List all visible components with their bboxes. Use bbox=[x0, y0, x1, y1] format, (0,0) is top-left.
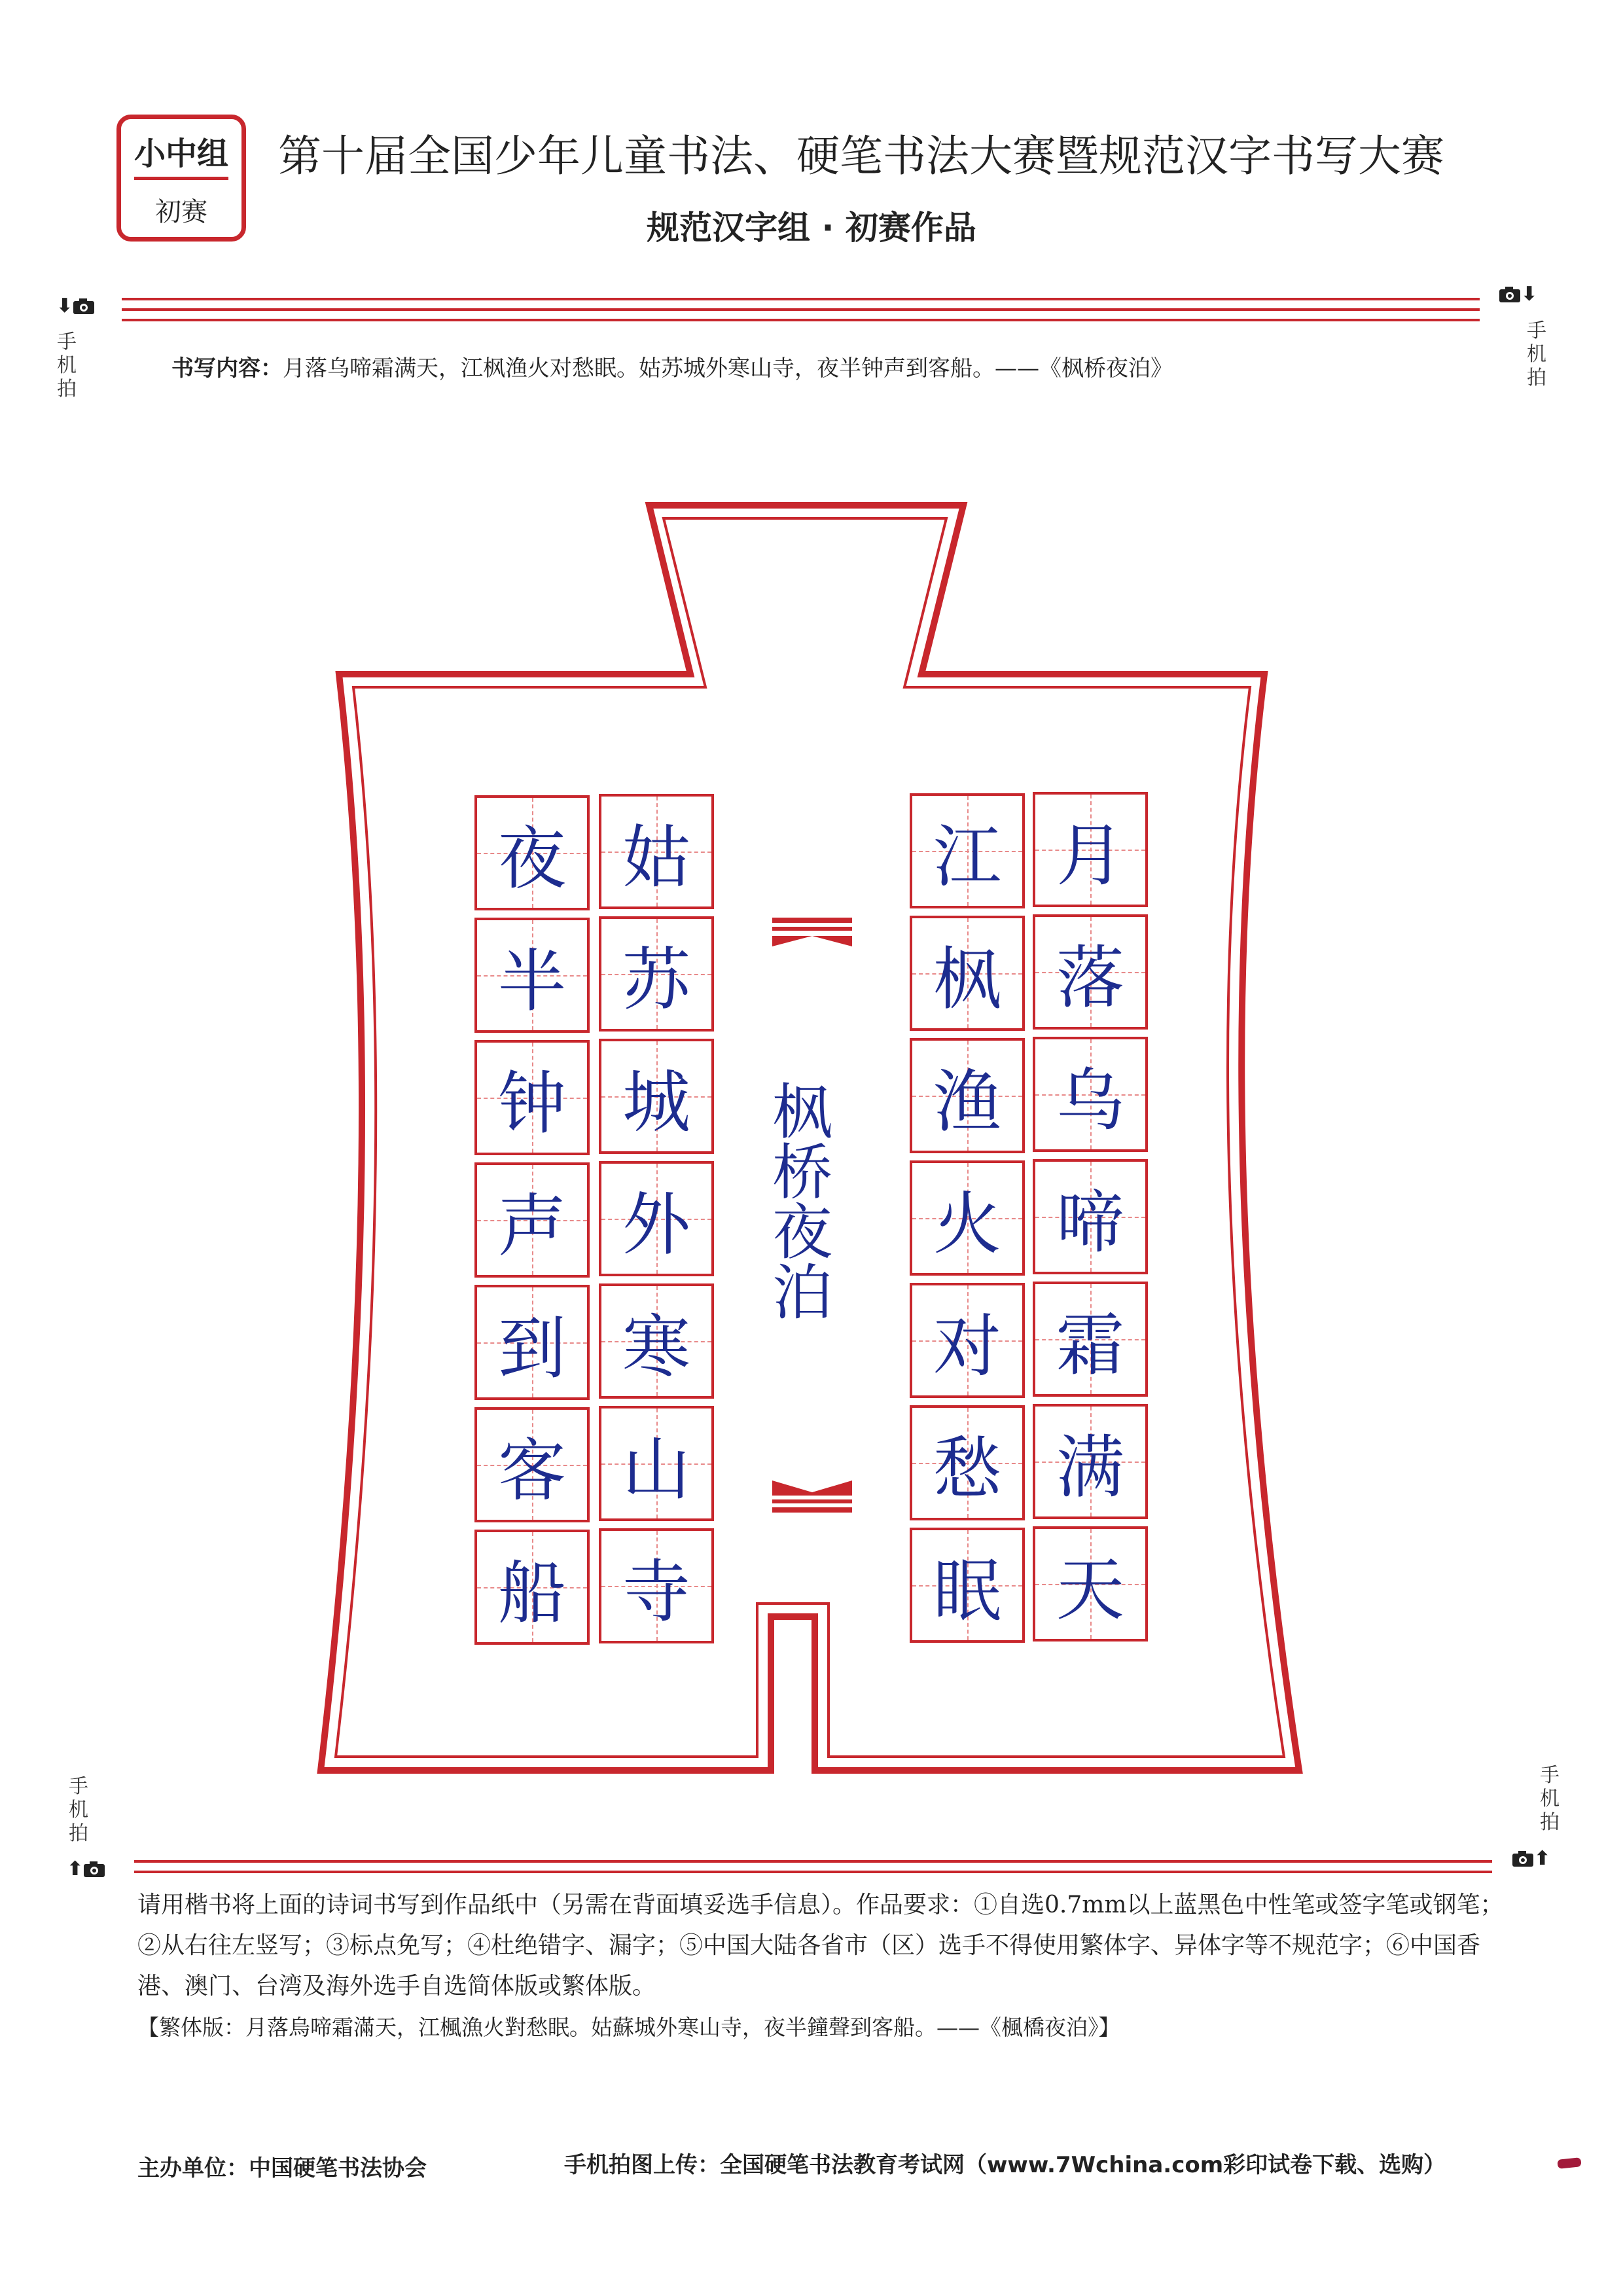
grid-cell bbox=[599, 794, 714, 909]
grid-cell bbox=[910, 1038, 1025, 1153]
writing-content-label: 书写内容： bbox=[171, 355, 283, 382]
group-label: 小中组 bbox=[134, 135, 228, 172]
poem-title bbox=[759, 1080, 831, 1321]
handwritten-character: 枫 bbox=[933, 939, 1001, 1019]
grid-cell bbox=[474, 795, 590, 910]
photo-mark-char: 机 bbox=[1540, 1787, 1560, 1810]
handwritten-character: 月 bbox=[1056, 816, 1124, 895]
writing-content-text: 月落乌啼霜满天，江枫渔火对愁眠。姑苏城外寒山寺，夜半钟声到客船。——《枫桥夜泊》 bbox=[283, 355, 1173, 382]
grid-cell bbox=[474, 1162, 590, 1278]
grid-cell bbox=[910, 916, 1025, 1031]
grid-cell bbox=[910, 793, 1025, 908]
grid-cell bbox=[1033, 1526, 1148, 1641]
traditional-version: 【繁体版：月落烏啼霜滿天，江楓漁火對愁眠。姑蘇城外寒山寺，夜半鐘聲到客船。——《楓橋夜泊》】 bbox=[137, 2015, 1120, 2040]
handwritten-character: 客 bbox=[497, 1431, 566, 1511]
poem-title-text: 枫桥夜泊 bbox=[762, 1080, 832, 1321]
grid-cell bbox=[1033, 1404, 1148, 1519]
arrow-down-icon: ⬇ bbox=[56, 295, 73, 317]
grid-cell bbox=[474, 1407, 590, 1522]
grid-cell bbox=[910, 1528, 1025, 1643]
handwritten-character: 落 bbox=[1056, 938, 1124, 1018]
grid-cell bbox=[474, 918, 590, 1033]
grid-cell bbox=[1033, 1159, 1148, 1274]
grid-cell bbox=[910, 1160, 1025, 1276]
grid-cell bbox=[1033, 1037, 1148, 1152]
arrow-up-icon: ⬆ bbox=[67, 1857, 84, 1880]
ornament-top bbox=[772, 918, 852, 946]
photo-mark-bottom-left bbox=[67, 1775, 90, 1846]
camera-icon bbox=[1512, 1850, 1534, 1867]
grid-cell bbox=[1033, 1282, 1148, 1397]
photo-mark-char: 拍 bbox=[1527, 367, 1546, 389]
photo-mark-char: 手 bbox=[1527, 319, 1546, 342]
photo-mark-bottom-right bbox=[1538, 1764, 1561, 1835]
camera-mark-bottom-left bbox=[67, 1857, 105, 1880]
handwritten-character: 渔 bbox=[933, 1062, 1001, 1141]
photo-mark-char: 机 bbox=[1527, 343, 1546, 366]
grid-cell bbox=[474, 1530, 590, 1645]
grid-cell bbox=[474, 1285, 590, 1400]
handwritten-character: 霜 bbox=[1056, 1305, 1124, 1385]
camera-mark-bottom-right bbox=[1512, 1847, 1550, 1870]
handwritten-character: 寒 bbox=[622, 1307, 690, 1387]
handwritten-character: 钟 bbox=[497, 1064, 566, 1143]
photo-mark-char: 机 bbox=[69, 1799, 88, 1821]
handwritten-character: 苏 bbox=[622, 940, 690, 1020]
handwritten-character: 姑 bbox=[622, 817, 690, 897]
camera-icon bbox=[83, 1861, 105, 1878]
photo-mark-char: 拍 bbox=[69, 1822, 88, 1845]
photo-mark-char: 拍 bbox=[57, 378, 77, 401]
bottom-rule-2 bbox=[134, 1871, 1492, 1873]
handwritten-character: 火 bbox=[933, 1184, 1001, 1264]
grid-cell bbox=[599, 1283, 714, 1399]
arrow-up-icon: ⬆ bbox=[1534, 1847, 1551, 1870]
handwritten-character: 眠 bbox=[933, 1551, 1001, 1631]
upload-info: 手机拍图上传：全国硬笔书法教育考试网（www.7Wchina.com彩印试卷下载、选购） bbox=[564, 2152, 1446, 2178]
page-subtitle: 规范汉字组 · 初赛作品 bbox=[647, 209, 976, 247]
handwritten-character: 夜 bbox=[497, 819, 566, 899]
handwritten-character: 城 bbox=[622, 1062, 690, 1142]
handwritten-character: 乌 bbox=[1056, 1060, 1124, 1140]
photo-mark-char: 手 bbox=[1540, 1764, 1560, 1787]
handwritten-character: 到 bbox=[497, 1308, 566, 1388]
grid-cell bbox=[599, 1528, 714, 1643]
handwritten-character: 外 bbox=[622, 1185, 690, 1265]
stage-label: 初赛 bbox=[155, 197, 207, 227]
grid-cell bbox=[599, 1039, 714, 1154]
photo-mark-char: 手 bbox=[57, 331, 77, 353]
grid-cell bbox=[474, 1040, 590, 1155]
handwritten-character: 船 bbox=[497, 1553, 566, 1633]
handwritten-character: 啼 bbox=[1056, 1183, 1124, 1263]
requirements-text: 请用楷书将上面的诗词书写到作品纸中（另需在背面填妥选手信息）。作品要求：①自选0.7mm以上蓝黑色中性笔或签字笔或钢笔；②从右往左竖写；③标点免写；④杜绝错字、漏字；⑤中国大陆各省市（区）选手不得使用繁体字、异体字等不规范字；⑥中国香港、澳门、台湾及海外选手自选简体版或繁体版。 bbox=[137, 1892, 1504, 2000]
grid-cell bbox=[910, 1283, 1025, 1398]
organizer: 主办单位：中国硬笔书法协会 bbox=[137, 2155, 427, 2181]
grid-cell bbox=[599, 1161, 714, 1276]
handwritten-character: 山 bbox=[622, 1429, 690, 1509]
handwritten-character: 愁 bbox=[933, 1429, 1001, 1509]
grid-cell bbox=[599, 1406, 714, 1521]
handwritten-character: 天 bbox=[1056, 1550, 1124, 1630]
photo-mark-char: 拍 bbox=[1540, 1811, 1560, 1834]
grid-cell bbox=[910, 1405, 1025, 1520]
arrow-down-icon: ⬇ bbox=[1521, 283, 1538, 306]
photo-mark-char: 手 bbox=[69, 1775, 88, 1798]
grid-cell bbox=[599, 916, 714, 1031]
ornament-bottom bbox=[772, 1480, 852, 1513]
handwritten-character: 对 bbox=[933, 1306, 1001, 1386]
handwritten-character: 江 bbox=[933, 817, 1001, 897]
grid-cell bbox=[1033, 792, 1148, 907]
bottom-rule bbox=[134, 1860, 1492, 1863]
page-title: 第十届全国少年儿童书法、硬笔书法大赛暨规范汉字书写大赛 bbox=[278, 131, 1444, 181]
photo-mark-char: 机 bbox=[57, 354, 77, 377]
handwritten-character: 寺 bbox=[622, 1552, 690, 1632]
handwritten-character: 半 bbox=[497, 941, 566, 1021]
grid-cell bbox=[1033, 914, 1148, 1030]
handwritten-character: 满 bbox=[1056, 1427, 1124, 1507]
handwritten-character: 声 bbox=[497, 1186, 566, 1266]
